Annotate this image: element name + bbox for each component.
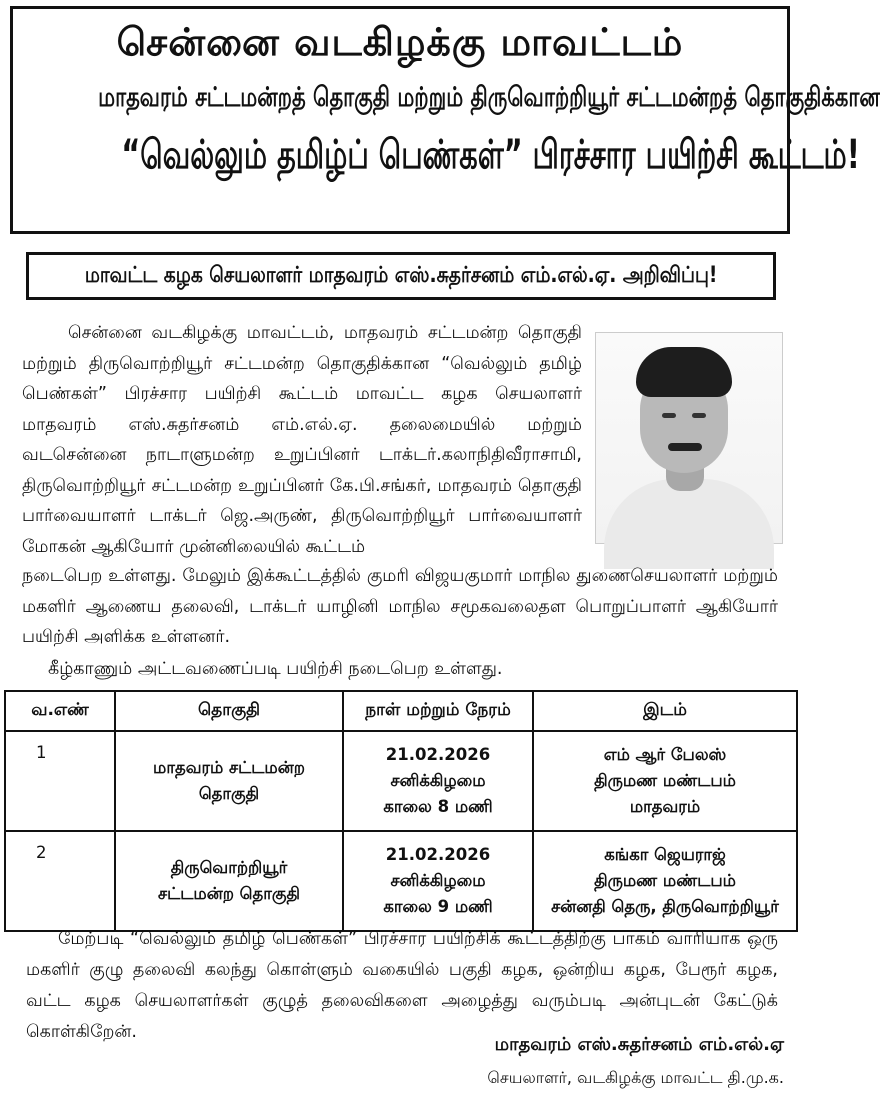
closing-paragraph: மேற்படி “வெல்லும் தமிழ் பெண்கள்” பிரச்சார பயிற்சிக் கூட்டத்திற்கு பாகம் வாரியாக ஒரு மகளிர் குழு தலைவி கலந்து கொள்ளும் வகையில் பகுதி கழக, ஒன்றிய கழக, பேரூர் கழக, வட்ட கழக செயலாளர்கள் குழுத் தலைவிகளை அழைத்து வரும்படி அன்புடன் கேட்டுக் கொள்கிறேன். (26, 929, 778, 1042)
header-sn: வ.எண் (5, 691, 115, 731)
cell-line: சன்னதி தெரு, திருவொற்றியூர் (551, 897, 779, 916)
secretary-photo (595, 332, 783, 544)
row-constituency (115, 831, 343, 931)
row-datetime (343, 831, 533, 931)
row-sn: 2 (5, 831, 115, 931)
cell-line: மாதவரம் (629, 797, 701, 816)
signature-title: செயலாளர், வடகிழக்கு மாவட்ட தி.மு.க. (487, 1068, 784, 1087)
row-datetime (343, 731, 533, 831)
cell-line: சனிக்கிழமை (390, 771, 486, 790)
schedule-table (4, 690, 798, 932)
row-venue (533, 731, 797, 831)
signature-name: மாதவரம் எஸ்.சுதர்சனம் எம்.எல்.ஏ (494, 1034, 784, 1055)
row-sn: 1 (5, 731, 115, 831)
cell-line: திருவொற்றியூர் (170, 858, 288, 877)
cell-line: எம் ஆர் பேலஸ் (603, 745, 727, 764)
cell-line: கங்கா ஜெயராஜ் (604, 845, 726, 864)
cell-line: சட்டமன்ற தொகுதி (158, 884, 300, 903)
header-box (10, 6, 880, 234)
constituency-line: மாதவரம் சட்டமன்றத் தொகுதி மற்றும் திருவொற்றியூர் சட்டமன்றத் தொகுதிக்கான (98, 82, 880, 113)
header-constituency: தொகுதி (115, 691, 343, 731)
intro-paragraph: சென்னை வடகிழக்கு மாவட்டம், மாதவரம் சட்டமன்ற தொகுதி மற்றும் திருவொற்றியூர் சட்டமன்ற தொகுதிக்கான “வெல்லும் தமிழ் பெண்கள்” பிரச்சார பயிற்சி கூட்டம் மாவட்ட கழக செயலாளர் மாதவரம் எஸ்.சுதர்சனம் எம்.எல்.ஏ. தலைமையில் மற்றும் வடசென்னை நாடாளுமன்ற உறுப்பினர் டாக்டர்.கலாநிதிவீராசாமி, திருவொற்றியூர் சட்டமன்ற உறுப்பினர் கே.பி.சங்கர், மாதவரம் தொகுதி பார்வையாளர் டாக்டர் ஜெ.அருண், திருவொற்றியூர் பார்வையாளர் மோகன் ஆகியோர் முன்னிலையில் கூட்டம் (22, 323, 582, 557)
header-venue: இடம் (533, 691, 797, 731)
cell-line: சனிக்கிழமை (390, 871, 486, 890)
row-venue (533, 831, 797, 931)
announcement-text: மாவட்ட கழக செயலாளர் மாதவரம் எஸ்.சுதர்சனம் எம்.எல்.ஏ. அறிவிப்பு! (84, 263, 718, 288)
header-datetime: நாள் மற்றும் நேரம் (343, 691, 533, 731)
table-row (5, 831, 797, 931)
cell-line: திருமண மண்டபம் (594, 871, 736, 890)
announcement-box (26, 252, 776, 300)
cell-line: காலை 8 மணி (383, 797, 493, 816)
cell-line: 21.02.2026 (385, 745, 491, 764)
event-title: “வெல்லும் தமிழ்ப் பெண்கள்” பிரச்சார பயிற்சி கூட்டம்! (121, 132, 860, 178)
table-header-row (5, 691, 797, 731)
cell-line: மாதவரம் சட்டமன்ற (153, 758, 305, 777)
cell-line: காலை 9 மணி (383, 897, 493, 916)
district-title: சென்னை வடகிழக்கு மாவட்டம் (116, 20, 684, 64)
schedule-note: கீழ்காணும் அட்டவணைப்படி பயிற்சி நடைபெற உள்ளது. (48, 659, 503, 679)
cell-line: திருமண மண்டபம் (594, 771, 736, 790)
row-constituency (115, 731, 343, 831)
cell-line: தொகுதி (198, 784, 260, 803)
cell-line: 21.02.2026 (385, 845, 491, 864)
continuation-paragraph: நடைபெற உள்ளது. மேலும் இக்கூட்டத்தில் குமரி விஜயகுமார் மாநில துணைசெயலாளர் மற்றும் மகளிர் ஆணைய தலைவி, டாக்டர் யாழினி மாநில சமூகவலைதள பொறுப்பாளர் ஆகியோர் பயிற்சி அளிக்க உள்ளனர். (22, 566, 778, 647)
table-row (5, 731, 797, 831)
